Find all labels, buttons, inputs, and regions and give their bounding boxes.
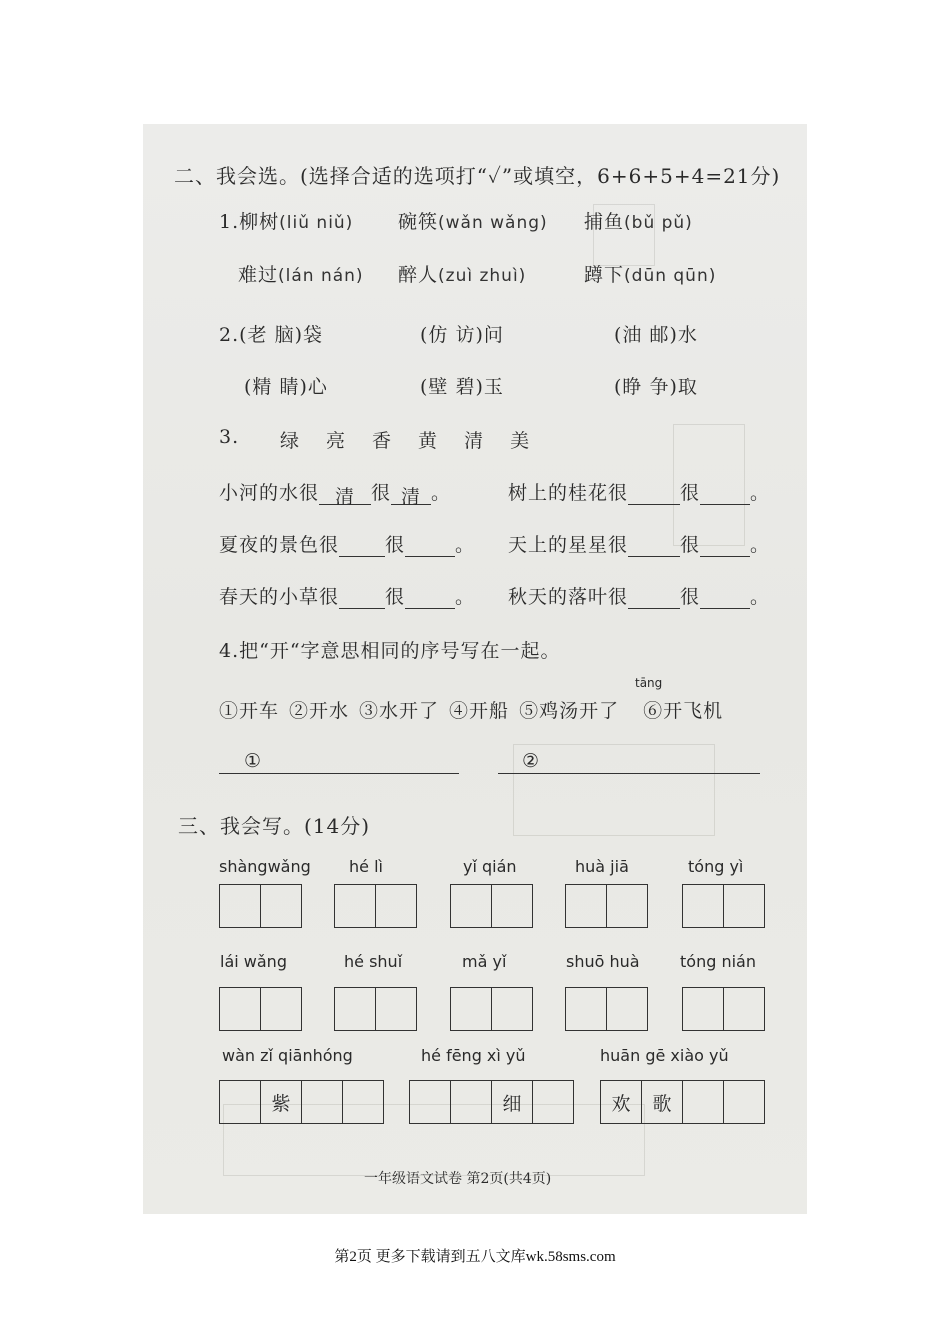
answer-label-2: ②	[522, 750, 541, 772]
q3-sentence: 春天的小草很 很 。	[219, 586, 476, 608]
pinyin-label: lái wǎng	[220, 952, 287, 971]
q3-word: 亮	[326, 430, 347, 452]
q4-items	[219, 696, 723, 723]
writing-boxes[interactable]	[219, 884, 302, 928]
writing-cell: 歌	[642, 1081, 683, 1123]
q1-item-4	[238, 260, 364, 287]
writing-cell: 欢	[601, 1081, 642, 1123]
writing-boxes[interactable]	[219, 987, 302, 1031]
writing-cell	[220, 1081, 261, 1123]
writing-boxes[interactable]	[600, 1080, 765, 1124]
q4-item: ⑥开飞机	[643, 700, 724, 722]
q4-item: ④开船	[449, 700, 510, 722]
q1-options: (zuì zhuì)	[438, 266, 527, 286]
section2-heading: 二、我会选。(选择合适的选项打“✓”或填空，6+6+5+4=21分)	[174, 164, 781, 188]
q1-word: 难过	[238, 264, 279, 286]
q2-number: 2.	[219, 324, 240, 346]
writing-cell	[451, 885, 492, 927]
q3-sentence: 小河的水很 清 很 清 。	[219, 482, 452, 508]
writing-cell	[566, 988, 607, 1030]
writing-cell	[683, 1081, 724, 1123]
q1-word: 柳树	[239, 211, 280, 233]
page-footer-outer: 第2页 更多下载请到五八文库wk.58sms.com	[334, 1249, 616, 1265]
q1-word: 捕鱼	[584, 211, 625, 233]
pinyin-label: hé fēng xì yǔ	[421, 1046, 526, 1065]
q4-item: ②开水	[289, 700, 350, 722]
q3-sentence: 秋天的落叶很 很 。	[508, 586, 771, 608]
writing-cell	[451, 988, 492, 1030]
fill-blank[interactable]	[700, 482, 750, 505]
writing-cell	[335, 885, 376, 927]
q1-word: 醉人	[398, 264, 439, 286]
writing-cell	[220, 988, 261, 1030]
page-footer-inner: 一年级语文试卷 第2页(共4页)	[364, 1171, 552, 1187]
writing-cell	[683, 885, 724, 927]
q1-item-5	[398, 260, 526, 287]
q3-sentence: 树上的桂花很 很 。	[508, 482, 771, 504]
pinyin-label: tóng nián	[680, 952, 756, 971]
writing-boxes[interactable]	[334, 884, 417, 928]
writing-boxes[interactable]	[565, 987, 648, 1031]
writing-boxes[interactable]	[565, 884, 648, 928]
writing-cell	[261, 885, 301, 927]
writing-cell	[302, 1081, 343, 1123]
q3-word: 绿	[280, 430, 301, 452]
q3-sentence: 天上的星星很 很 。	[508, 534, 771, 556]
pinyin-label: tóng yì	[688, 857, 744, 876]
writing-cell	[724, 988, 764, 1030]
writing-cell	[724, 885, 764, 927]
writing-boxes[interactable]	[334, 987, 417, 1031]
q1-word: 碗筷	[398, 211, 439, 233]
q3-word-bank	[280, 426, 530, 453]
writing-cell	[683, 988, 724, 1030]
fill-blank[interactable]	[405, 586, 455, 609]
pinyin-label: huà jiā	[575, 857, 629, 876]
q2-item-4: (精 睛)心	[244, 376, 328, 398]
writing-boxes[interactable]	[450, 987, 533, 1031]
q1-options: (wǎn wǎng)	[438, 213, 548, 233]
q4-item: ①开车	[219, 700, 280, 722]
writing-cell	[335, 988, 376, 1030]
writing-boxes[interactable]	[409, 1080, 574, 1124]
writing-cell: 紫	[261, 1081, 302, 1123]
writing-cell	[566, 885, 607, 927]
q2-choice: (老 脑)袋	[239, 324, 324, 346]
writing-cell	[607, 988, 647, 1030]
writing-cell	[492, 988, 532, 1030]
q3-word: 香	[372, 430, 393, 452]
pinyin-label: mǎ yǐ	[462, 952, 507, 971]
fill-blank[interactable]	[700, 534, 750, 557]
q1-item-6	[584, 260, 716, 287]
q3-word: 黄	[418, 430, 439, 452]
writing-boxes[interactable]	[682, 987, 765, 1031]
q3-word: 美	[510, 430, 531, 452]
pinyin-label: wàn zǐ qiānhóng	[222, 1046, 353, 1065]
q1-item-2	[398, 207, 548, 234]
q1-item-3	[584, 207, 693, 234]
fill-blank[interactable]	[339, 534, 385, 557]
fill-blank[interactable]	[700, 586, 750, 609]
q2-item-6: (睁 争)取	[614, 376, 698, 398]
writing-cell	[533, 1081, 573, 1123]
q4-item: ③水开了	[359, 700, 440, 722]
writing-cell	[451, 1081, 492, 1123]
fill-blank[interactable]	[628, 586, 680, 609]
q2-item-2: (仿 访)问	[420, 324, 504, 346]
tang-pinyin: tāng	[635, 676, 663, 690]
writing-cell: 细	[492, 1081, 533, 1123]
writing-cell	[410, 1081, 451, 1123]
q3-sentence: 夏夜的景色很 很 。	[219, 534, 476, 556]
writing-cell	[607, 885, 647, 927]
q1-options: (bǔ pǔ)	[624, 213, 693, 233]
q2-item-3: (油 邮)水	[614, 324, 698, 346]
fill-blank[interactable]	[405, 534, 455, 557]
bleed-through-mark	[513, 744, 715, 836]
fill-blank[interactable]	[628, 482, 680, 505]
q1-number: 1.	[219, 211, 240, 233]
answer-line-2[interactable]	[498, 773, 760, 774]
q4-prompt: 4.把“开“字意思相同的序号写在一起。	[219, 640, 561, 662]
writing-cell	[376, 988, 416, 1030]
answer-line-1[interactable]	[219, 773, 459, 774]
writing-boxes[interactable]	[450, 884, 533, 928]
fill-blank[interactable]	[628, 534, 680, 557]
writing-cell	[376, 885, 416, 927]
pinyin-label: shàngwǎng	[219, 857, 311, 876]
writing-cell	[261, 988, 301, 1030]
pinyin-label: hé lì	[349, 857, 383, 876]
writing-cell	[492, 885, 532, 927]
answer-label-1: ①	[244, 750, 263, 772]
q1-options: (liǔ niǔ)	[279, 213, 354, 233]
q3-word: 清	[464, 430, 485, 452]
fill-blank[interactable]	[339, 586, 385, 609]
q1-options: (lán nán)	[278, 266, 364, 286]
q3-number: 3.	[219, 426, 240, 448]
pinyin-label: yǐ qián	[463, 857, 517, 876]
writing-boxes[interactable]	[682, 884, 765, 928]
fill-blank[interactable]: 清	[319, 482, 371, 505]
writing-cell	[724, 1081, 764, 1123]
pinyin-label: hé shuǐ	[344, 952, 403, 971]
q2-item-5: (壁 碧)玉	[420, 376, 504, 398]
q1-options: (dūn qūn)	[624, 266, 717, 286]
q1-item-1	[219, 207, 353, 234]
writing-boxes[interactable]	[219, 1080, 384, 1124]
pinyin-label: huān gē xiào yǔ	[600, 1046, 729, 1065]
writing-cell	[343, 1081, 383, 1123]
q1-word: 蹲下	[584, 264, 625, 286]
writing-cell	[220, 885, 261, 927]
q2-item-1	[219, 320, 323, 347]
fill-blank[interactable]: 清	[391, 482, 431, 505]
q4-item: ⑤鸡汤开了	[519, 700, 620, 722]
pinyin-label: shuō huà	[566, 952, 640, 971]
section3-heading: 三、我会写。(14分)	[178, 814, 371, 838]
